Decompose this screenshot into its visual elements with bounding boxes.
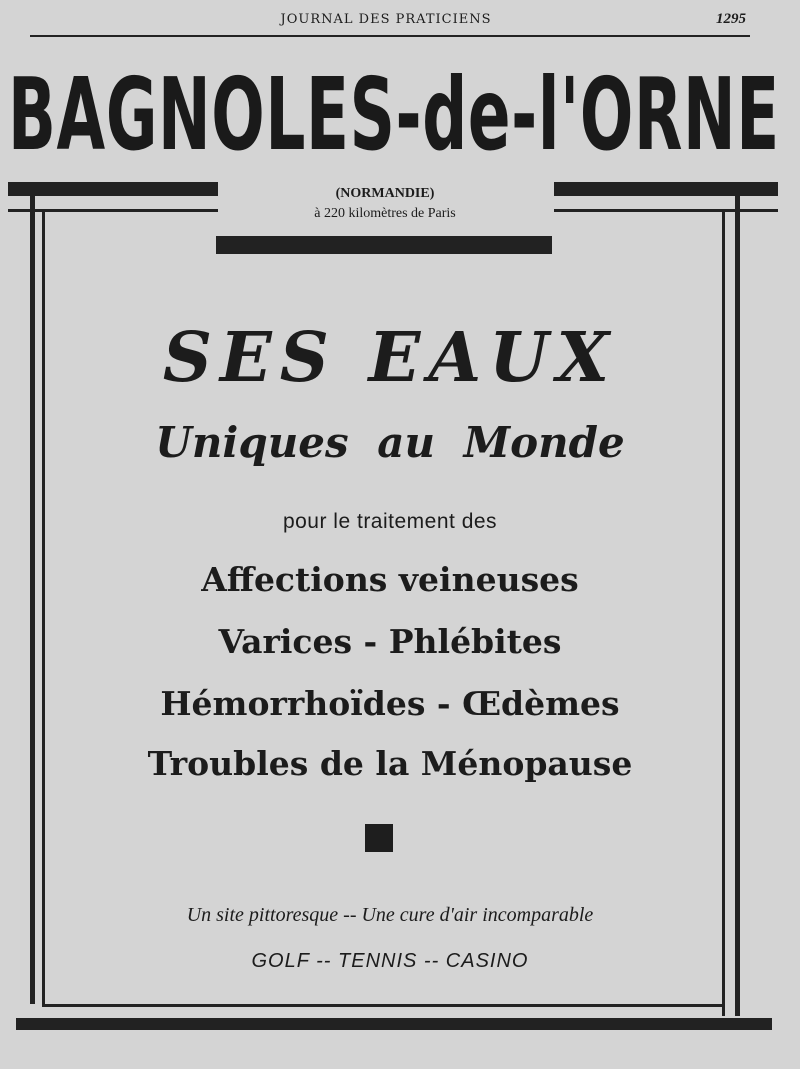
subheadline: Uniques au Monde [155,418,625,467]
region-label: (NORMANDIE) [335,186,435,201]
right-frame-inner [722,212,725,1016]
bottom-bar [16,1018,772,1030]
condition-line: Troubles de la Ménopause [147,744,633,783]
ornament-square [365,824,393,852]
condition-line: Affections veineuses [201,560,579,599]
left-frame-inner [42,212,45,1004]
right-title-thin-bar [554,209,778,212]
condition-line: Varices - Phlébites [218,622,562,661]
bottom-thin-bar [42,1004,722,1007]
left-title-thin-bar [8,209,218,212]
condition-line: Hémorrhoïdes - Œdèmes [160,684,620,723]
right-frame-outer [735,196,740,1016]
site-tagline: Un site pittoresque -- Une cure d'air incomparable [186,904,594,926]
distance-label: à 220 kilomètres de Paris [314,206,456,221]
left-title-bar [8,182,218,196]
left-frame-outer [30,196,35,1004]
right-title-bar [554,182,778,196]
activities-line: GOLF -- TENNIS -- CASINO [251,950,529,972]
header-rule [30,35,750,37]
journal-title: JOURNAL DES PRATICIENS [280,12,492,27]
headline: SES EAUX [162,318,618,398]
center-bar [216,236,552,254]
page-number: 1295 [716,11,746,27]
ad-title: BAGNOLES-de-l'ORNE [8,56,780,173]
intro-text: pour le traitement des [282,510,498,533]
